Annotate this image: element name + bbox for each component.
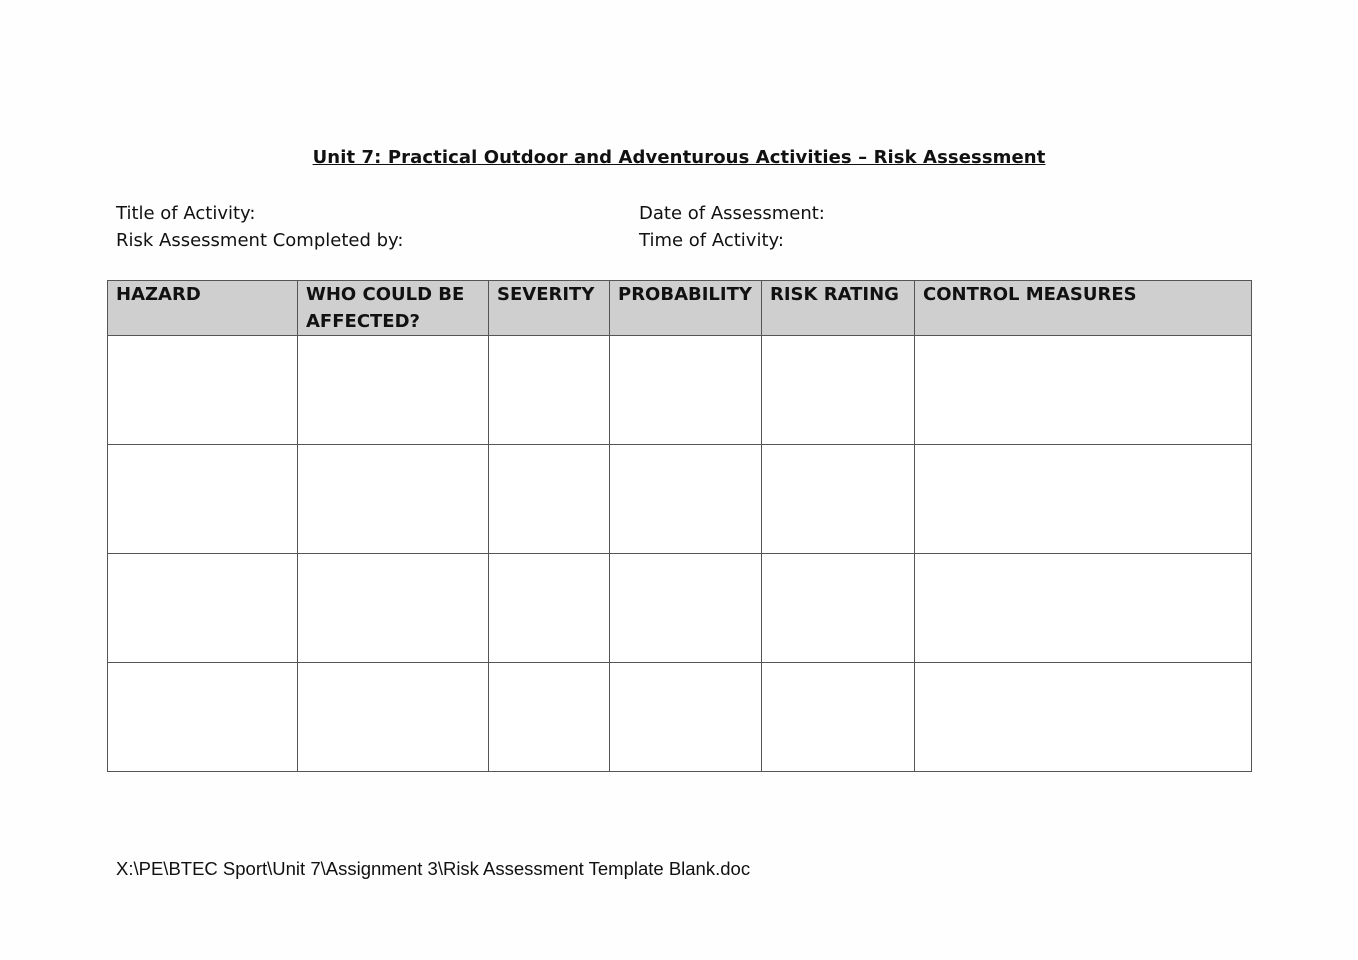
table-cell[interactable] (762, 336, 915, 445)
table-header-row (108, 281, 1252, 336)
table-cell[interactable] (610, 336, 762, 445)
table-cell[interactable] (610, 554, 762, 663)
header-who-could-be-affected: WHO COULD BE AFFECTED? (298, 281, 489, 336)
table-cell[interactable] (108, 336, 298, 445)
time-of-activity-label: Time of Activity: (639, 230, 784, 251)
header-risk-rating: RISK RATING (762, 281, 915, 336)
table-cell[interactable] (915, 336, 1252, 445)
table-row (108, 554, 1252, 663)
table-cell[interactable] (298, 445, 489, 554)
table-cell[interactable] (489, 445, 610, 554)
table-cell[interactable] (108, 663, 298, 772)
table-cell[interactable] (915, 554, 1252, 663)
date-of-assessment-label: Date of Assessment: (639, 203, 825, 224)
table-cell[interactable] (762, 663, 915, 772)
table-cell[interactable] (298, 554, 489, 663)
header-probability: PROBABILITY (610, 281, 762, 336)
file-path-footer: X:\PE\BTEC Sport\Unit 7\Assignment 3\Risk Assessment Template Blank.doc (116, 858, 751, 879)
table-cell[interactable] (610, 445, 762, 554)
table-cell[interactable] (489, 554, 610, 663)
header-control-measures: CONTROL MEASURES (915, 281, 1252, 336)
table-cell[interactable] (915, 663, 1252, 772)
table-row (108, 336, 1252, 445)
table-cell[interactable] (298, 336, 489, 445)
table-row (108, 445, 1252, 554)
completed-by-label: Risk Assessment Completed by: (116, 230, 404, 251)
table-cell[interactable] (762, 554, 915, 663)
table-cell[interactable] (489, 336, 610, 445)
table-cell[interactable] (108, 554, 298, 663)
header-severity: SEVERITY (489, 281, 610, 336)
risk-assessment-table (107, 280, 1252, 772)
table-cell[interactable] (610, 663, 762, 772)
table-cell[interactable] (489, 663, 610, 772)
table-cell[interactable] (915, 445, 1252, 554)
table-cell[interactable] (108, 445, 298, 554)
document-title: Unit 7: Practical Outdoor and Adventurous Activities – Risk Assessment (312, 147, 1046, 168)
header-hazard: HAZARD (108, 281, 298, 336)
table-cell[interactable] (762, 445, 915, 554)
title-of-activity-label: Title of Activity: (116, 203, 256, 224)
table-cell[interactable] (298, 663, 489, 772)
table-row (108, 663, 1252, 772)
